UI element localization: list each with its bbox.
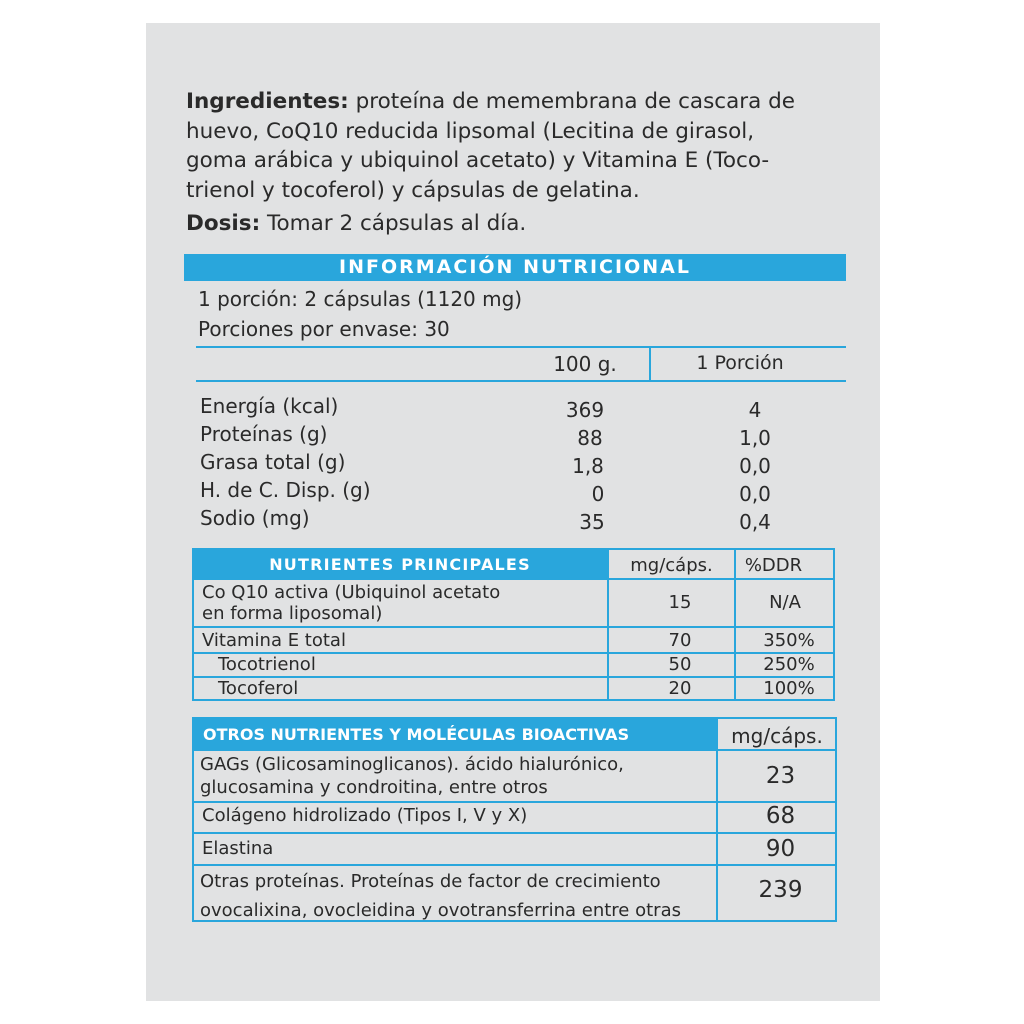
main-nutrient-ddr: 100% (763, 678, 815, 699)
col-mg-caps: mg/cáps. (630, 555, 713, 576)
ingredients-line: proteína de memembrana de cascara de (348, 89, 795, 114)
divider (193, 749, 836, 751)
nutrition-row-portion: 1,0 (739, 426, 771, 450)
main-nutrient-mg: 50 (668, 654, 692, 675)
col-ddr: %DDR (744, 555, 803, 576)
dose-label: Dosis: (186, 211, 261, 236)
main-nutrient-name: Tocotrienol (218, 654, 316, 675)
main-nutrient-ddr: N/A (769, 592, 801, 613)
nutrition-row-name: Sodio (mg) (200, 506, 310, 530)
other-nutrients-header (193, 719, 716, 749)
other-nutrient-name-line: glucosamina y condroitina, entre otros (200, 777, 548, 798)
nutrition-row-portion: 4 (748, 398, 762, 422)
col-mg-caps: mg/cáps. (731, 724, 823, 748)
main-nutrient-name-line: Co Q10 activa (Ubiquinol acetato (202, 582, 501, 603)
dose-text: Tomar 2 cápsulas al día. (260, 211, 527, 236)
other-nutrient-mg: 23 (765, 763, 796, 789)
nutrition-row-name: Grasa total (g) (200, 450, 346, 474)
other-nutrient-mg: 68 (765, 803, 796, 829)
divider (193, 864, 836, 866)
other-nutrient-name-line: Otras proteínas. Proteínas de factor de crecimiento (200, 871, 661, 892)
other-nutrient-name (200, 867, 681, 925)
ingredients-line: huevo, CoQ10 reducida lipsomal (Lecitina de girasol, (186, 118, 755, 144)
nutrition-row-name: Proteínas (g) (200, 422, 328, 446)
nutrition-row-100g: 0 (591, 482, 605, 506)
other-nutrient-name (200, 753, 624, 799)
main-nutrient-ddr: 250% (763, 654, 815, 675)
nutrition-row-name: H. de C. Disp. (g) (200, 478, 371, 502)
main-nutrient-name-line: en forma liposomal) (202, 603, 383, 624)
serving-size: 1 porción: 2 cápsulas (1120 mg) (198, 287, 523, 311)
ingredients-line: trienol y tocoferol) y cápsulas de gelatina. (186, 177, 640, 203)
col-100g: 100 g. (553, 352, 617, 376)
divider (193, 832, 836, 834)
main-nutrients-title: NUTRIENTES PRINCIPALES (269, 555, 531, 574)
other-nutrient-name-line: GAGs (Glicosaminoglicanos). ácido hialurónico, (200, 754, 624, 775)
servings-per-pack: Porciones por envase: 30 (198, 317, 450, 341)
other-nutrient-mg: 239 (758, 877, 803, 903)
other-nutrients-title: OTROS NUTRIENTES Y MOLÉCULAS BIOACTIVAS (203, 725, 630, 744)
divider (196, 380, 846, 382)
nutrition-row-portion: 0,4 (739, 510, 771, 534)
ingredients-label: Ingredientes: (186, 89, 349, 114)
main-nutrient-mg: 15 (668, 592, 692, 613)
divider (193, 578, 834, 580)
divider (649, 348, 651, 380)
other-nutrient-mg: 90 (765, 836, 796, 862)
other-nutrient-name: Colágeno hidrolizado (Tipos I, V y X) (202, 805, 528, 826)
col-portion: 1 Porción (696, 352, 784, 374)
other-nutrient-name: Elastina (202, 838, 274, 859)
main-nutrient-name: Tocoferol (218, 678, 299, 699)
nutrition-row-100g: 88 (577, 426, 603, 450)
nutrition-title: INFORMACIÓN NUTRICIONAL (184, 254, 846, 281)
nutrition-row-100g: 35 (579, 510, 605, 534)
nutrition-row-name: Energía (kcal) (200, 394, 339, 418)
nutrition-row-100g: 1,8 (572, 454, 604, 478)
main-nutrient-ddr: 350% (763, 630, 815, 651)
ingredients-block (186, 87, 846, 239)
nutrition-row-100g: 369 (565, 398, 605, 422)
nutrition-row-portion: 0,0 (739, 454, 771, 478)
nutrition-row-portion: 0,0 (739, 482, 771, 506)
main-nutrient-mg: 20 (668, 678, 692, 699)
main-nutrient-name: Vitamina E total (202, 630, 346, 651)
divider (196, 346, 846, 348)
main-nutrients-header (193, 550, 607, 578)
divider (193, 626, 834, 628)
ingredients-line: goma arábica y ubiquinol acetato) y Vitamina E (Toco- (186, 148, 770, 173)
other-nutrient-name-line: ovocalixina, ovocleidina y ovotransferrina entre otras (200, 900, 681, 921)
main-nutrient-mg: 70 (668, 630, 692, 651)
main-nutrient-name (202, 582, 500, 624)
